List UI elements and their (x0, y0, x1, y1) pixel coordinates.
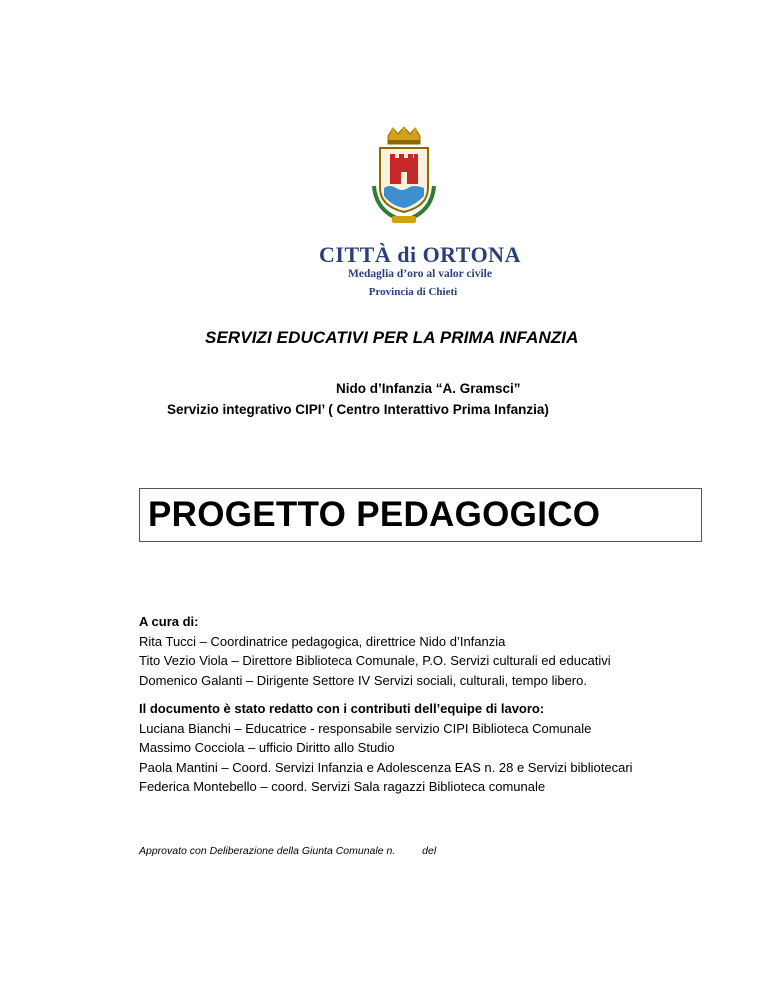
medal-subtitle: Medaglia d’oro al valor civile (348, 268, 492, 280)
contributors-section (139, 699, 633, 797)
list-item: Federica Montebello – coord. Servizi Sala ragazzi Biblioteca comunale (139, 779, 546, 794)
list-item: Massimo Cocciola – ufficio Diritto allo Studio (139, 740, 395, 755)
curators-section (139, 612, 611, 690)
contributors-label: Il documento è stato redatto con i contributi dell’equipe di lavoro: (139, 701, 545, 716)
service-nido: Nido d’Infanzia “A. Gramsci” (336, 381, 521, 396)
curators-label: A cura di: (139, 614, 199, 629)
document-title: PROGETTO PEDAGOGICO (148, 495, 601, 534)
approval-del: del (422, 845, 437, 857)
title-box (139, 488, 702, 542)
document-heading: SERVIZI EDUCATIVI PER LA PRIMA INFANZIA (205, 328, 579, 347)
list-item: Luciana Bianchi – Educatrice - responsabile servizio CIPI Biblioteca Comunale (139, 720, 592, 736)
city-coat-of-arms-icon (366, 126, 442, 226)
list-item: Paola Mantini – Coord. Servizi Infanzia e Adolescenza EAS n. 28 e Servizi bibliotecari (139, 759, 633, 775)
province-subtitle: Provincia di Chieti (368, 286, 458, 298)
list-item: Tito Vezio Viola – Direttore Biblioteca Comunale, P.O. Servizi culturali ed educativi (139, 653, 611, 668)
list-item: Rita Tucci – Coordinatrice pedagogica, direttrice Nido d’Infanzia (139, 633, 506, 649)
service-cipi: Servizio integrativo CIPI’ ( Centro Interattivo Prima Infanzia) (167, 402, 549, 417)
approval-text: Approvato con Deliberazione della Giunta Comunale n. (139, 845, 396, 857)
approval-line (139, 845, 436, 857)
city-name: CITTÀ di ORTONA (319, 242, 521, 267)
list-item: Domenico Galanti – Dirigente Settore IV Servizi sociali, culturali, tempo libero. (139, 672, 587, 688)
